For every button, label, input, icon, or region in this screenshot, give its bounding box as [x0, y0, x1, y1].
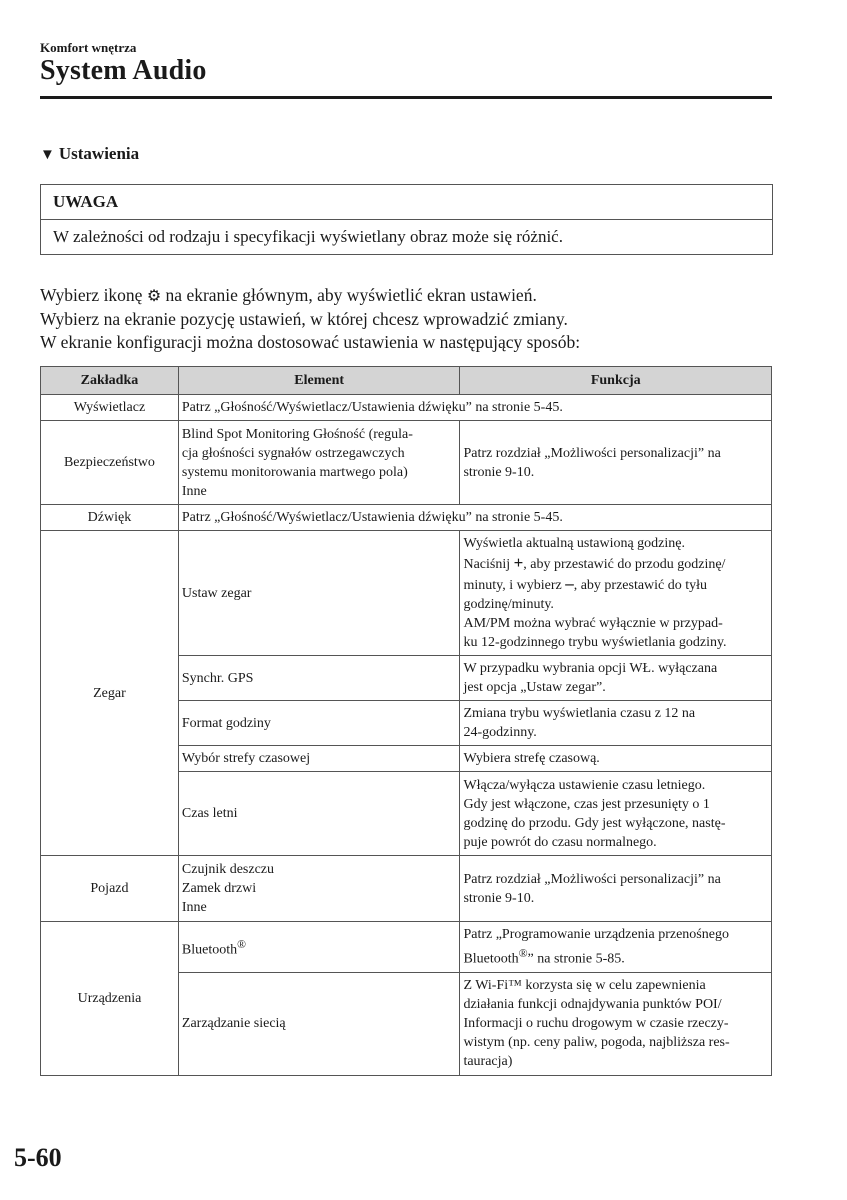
tab-cell: Urządzenia	[41, 922, 179, 1076]
table-row	[41, 922, 772, 973]
function-cell	[460, 922, 772, 973]
cell-line: Inne	[181, 483, 207, 499]
chapter-label: Komfort wnętrza	[40, 40, 137, 55]
cell-line: Blind Spot Monitoring Głośność (regula-	[181, 426, 413, 442]
function-cell	[460, 421, 772, 505]
element-cell	[178, 421, 460, 505]
intro-line-2: Wybierz na ekranie pozycję ustawień, w której chcesz wprowadzić zmiany.	[40, 309, 568, 329]
plus-icon: +	[513, 553, 524, 572]
element-cell: Format godziny	[178, 701, 460, 746]
table-row	[41, 421, 772, 505]
header-element: Element	[178, 367, 460, 395]
intro-line-1	[40, 284, 580, 308]
intro-line-3: W ekranie konfiguracji można dostosować ustawienia w następujący sposób:	[40, 332, 581, 352]
minus-icon: –	[565, 574, 574, 593]
function-cell	[460, 856, 772, 922]
cell-text: minuty, i wybierz	[463, 578, 566, 593]
tab-cell: Zegar	[41, 531, 179, 856]
table-row	[41, 395, 772, 421]
intro-line-1-start: Wybierz ikonę	[40, 285, 143, 305]
cell-line: godzinę do przodu. Gdy jest wyłączone, nastę-	[463, 815, 726, 831]
intro-line-1-end: na ekranie głównym, aby wyświetlić ekran ustawień.	[161, 285, 537, 305]
cell-text: , aby przestawić do tyłu	[573, 578, 708, 593]
intro-paragraph	[40, 284, 580, 354]
tab-cell: Wyświetlacz	[41, 395, 179, 421]
table-row	[41, 505, 772, 531]
function-cell	[460, 972, 772, 1075]
cell-line: działania funkcji odnajdywania punktów POI/	[463, 997, 722, 1013]
cell-line: systemu monitorowania martwego pola)	[181, 464, 408, 480]
registered-mark: ®	[237, 937, 246, 951]
cell-line: W przypadku wybrania opcji WŁ. wyłączana	[463, 661, 718, 676]
cell-line: ku 12-godzinnego trybu wyświetlania godziny.	[463, 635, 727, 650]
cell-line: Informacji o ruchu drogowym w czasie rzeczy-	[463, 1016, 729, 1032]
cell-line: Włącza/wyłącza ustawienie czasu letniego.	[463, 777, 706, 793]
cell-text: Bluetooth	[181, 942, 238, 958]
settings-table	[40, 366, 772, 1076]
cell-line: Patrz „Programowanie urządzenia przenośnego	[463, 927, 729, 942]
gear-icon: ⚙	[146, 288, 162, 305]
cell-line: Zmiana trybu wyświetlania czasu z 12 na	[463, 706, 696, 721]
page-number: 5-60	[14, 1143, 62, 1172]
cell-line: Z Wi-Fi™ korzysta się w celu zapewnienia	[463, 978, 706, 994]
page-title: System Audio	[40, 55, 207, 86]
combined-cell: Patrz „Głośność/Wyświetlacz/Ustawienia dźwięku” na stronie 5-45.	[178, 395, 771, 421]
element-cell: Ustaw zegar	[178, 531, 460, 656]
cell-line: Czujnik deszczu	[181, 862, 275, 877]
cell-line: wistym (np. ceny paliw, pogoda, najbliższa res-	[463, 1035, 730, 1051]
function-cell	[460, 531, 772, 656]
title-rule	[40, 96, 772, 99]
cell-line: Zamek drzwi	[181, 881, 257, 896]
cell-line: 24-godzinny.	[463, 725, 537, 740]
element-cell: Synchr. GPS	[178, 656, 460, 701]
header-tab: Zakładka	[41, 367, 179, 395]
function-cell	[460, 701, 772, 746]
note-text: W zależności od rodzaju i specyfikacji wyświetlany obraz może się różnić.	[53, 227, 563, 246]
cell-line: Patrz rozdział „Możliwości personalizacji” na	[463, 871, 721, 887]
cell-line: Gdy jest włączone, czas jest przesunięty o 1	[463, 796, 710, 812]
element-cell	[178, 856, 460, 922]
tab-cell: Pojazd	[41, 856, 179, 922]
cell-line: stronie 9-10.	[463, 464, 535, 480]
header-function: Funkcja	[460, 367, 772, 395]
table-row	[41, 856, 772, 922]
function-cell	[460, 656, 772, 701]
cell-line: cja głośności sygnałów ostrzegawczych	[181, 445, 405, 461]
cell-line: tauracja)	[463, 1054, 513, 1070]
element-cell: Czas letni	[178, 772, 460, 856]
cell-line	[463, 553, 768, 574]
note-heading: UWAGA	[41, 185, 772, 220]
cell-text: ” na stronie 5-85.	[527, 951, 625, 967]
cell-line: stronie 9-10.	[463, 890, 535, 906]
tab-cell: Bezpieczeństwo	[41, 421, 179, 505]
cell-line: AM/PM można wybrać wyłącznie w przypad-	[463, 616, 723, 631]
cell-line	[463, 944, 768, 969]
cell-line: puje powrót do czasu normalnego.	[463, 834, 657, 850]
cell-line: Inne	[181, 900, 207, 915]
table-row	[41, 531, 772, 656]
cell-text: , aby przestawić do przodu godzinę/	[523, 557, 726, 572]
element-cell: Wybór strefy czasowej	[178, 746, 460, 772]
cell-line: jest opcja „Ustaw zegar”.	[463, 680, 606, 695]
cell-text: Bluetooth	[463, 951, 519, 967]
element-cell	[178, 922, 460, 973]
cell-line	[463, 574, 768, 595]
combined-cell: Patrz „Głośność/Wyświetlacz/Ustawienia dźwięku” na stronie 5-45.	[178, 505, 771, 531]
cell-text: Naciśnij	[463, 557, 514, 572]
section-heading	[40, 144, 139, 164]
section-title: Ustawienia	[58, 144, 140, 163]
cell-line: Patrz rozdział „Możliwości personalizacji” na	[463, 445, 721, 461]
triangle-down-icon: ▼	[40, 147, 55, 163]
cell-line: godzinę/minuty.	[463, 597, 554, 612]
element-cell: Zarządzanie siecią	[178, 972, 460, 1075]
note-box	[40, 184, 773, 255]
function-cell: Wybiera strefę czasową.	[460, 746, 772, 772]
tab-cell: Dźwięk	[41, 505, 179, 531]
function-cell	[460, 772, 772, 856]
cell-line: Wyświetla aktualną ustawioną godzinę.	[463, 536, 685, 551]
table-header-row	[41, 367, 772, 395]
registered-mark: ®	[518, 947, 528, 960]
